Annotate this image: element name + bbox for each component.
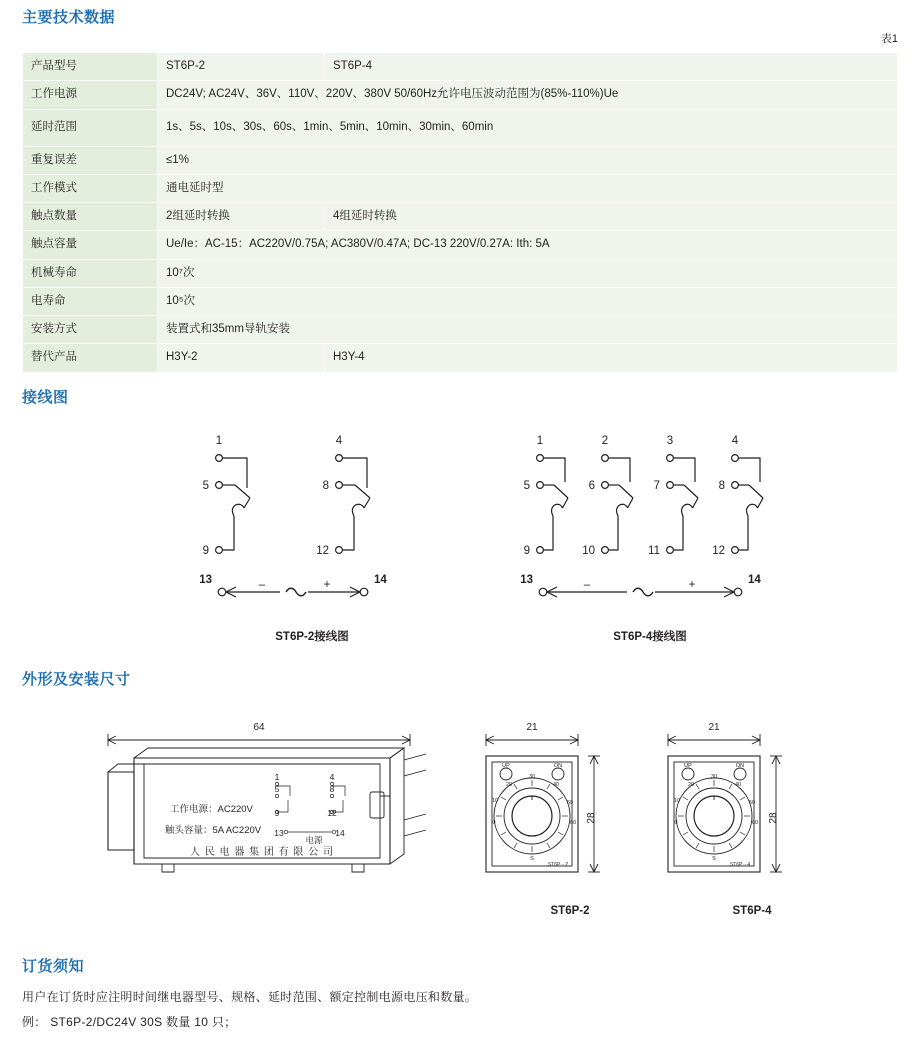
inner-terminal-label: 4 [329,772,335,782]
inner-terminal-label: 13 [274,828,284,838]
wiring-svg [22,420,898,655]
scale-number: 20 [687,782,695,788]
row-label: 重复误差 [23,146,158,174]
label-company: 人 民 电 器 集 团 有 限 公 司 [189,847,335,858]
polarity-minus: – [583,579,591,591]
ordering-note-line1: 用户在订货时应注明时间继电器型号、规格、延时范围、额定控制电源电压和数量。 [22,990,478,1004]
inner-terminal-label: 1 [274,772,280,782]
terminal-label: 6 [588,480,595,492]
terminal-label: 5 [202,480,209,492]
scale-number: 0 [492,820,496,826]
scale-number: 40 [552,782,560,788]
row-label: 电寿命 [23,287,158,315]
row-value-1: DC24V; AC24V、36V、110V、220V、380V 50/60Hz允许电压波动范围为(85%-110%)Ue [158,81,898,109]
row-value-1: 通电延时型 [158,174,898,202]
scale-number: 50 [566,800,574,806]
dimension-drawings [22,700,898,930]
terminal-label: 10 [582,545,595,557]
scale-number: 0 [674,820,678,826]
terminal-label: 4 [335,435,343,447]
ordering-section-title: 订货须知 [22,958,85,975]
terminal-label: 1 [215,435,223,447]
scale-unit: S [712,856,716,862]
scale-number: 10 [673,798,681,804]
polarity-plus: + [688,579,696,591]
label-on: ON [553,763,563,769]
terminal-label: 3 [666,435,674,447]
inner-terminal-label: 12 [327,808,337,818]
terminal-label: 14 [748,574,761,586]
row-value-2: ST6P-4 [325,53,898,81]
table-row [23,203,898,231]
table-row [23,53,898,81]
scale-number: 60 [751,820,759,826]
row-value-1: 装置式和35mm导轨安装 [158,316,898,344]
row-label: 产品型号 [23,53,158,81]
table-row [23,146,898,174]
terminal-label: 9 [202,545,209,557]
label-up: UP [684,763,692,769]
label-supply: 工作电源：AC220V [170,804,253,815]
label-up: UP [502,763,510,769]
terminal-label: 1 [536,435,544,447]
polarity-minus: – [258,579,266,591]
inner-terminal-label: 14 [335,828,345,838]
row-value-1: ST6P-2 [158,53,325,81]
row-value-2: H3Y-4 [325,344,898,372]
row-value-1: 2组延时转换 [158,203,325,231]
table-row [23,174,898,202]
terminal-label: 8 [322,480,329,492]
row-value-1: ≤1% [158,146,898,174]
terminal-label: 11 [648,545,660,557]
row-label: 机械寿命 [23,259,158,287]
terminal-label: 8 [718,480,725,492]
inner-terminal-label: 9 [274,808,280,818]
table-row [23,81,898,109]
scale-number: 10 [491,798,499,804]
row-label: 触点容量 [23,231,158,259]
ordering-note-line2: 例： ST6P-2/DC24V 30S 数量 10 只； [22,1015,237,1029]
dimension-value-width: 64 [253,722,265,733]
inner-terminal-label: 5 [274,784,280,794]
row-label: 工作模式 [23,174,158,202]
label-contact: 触头容量：5A AC220V [165,825,262,836]
row-value-1: 10⁷次 [158,259,898,287]
terminal-label: 13 [520,574,533,586]
scale-number: 40 [734,782,742,788]
wiring-caption-st6p2: ST6P-2接线图 [275,631,349,643]
dimensions-section-title: 外形及安装尺寸 [22,671,131,688]
row-value-1: 1s、5s、10s、30s、60s、1min、5min、10min、30min、60min [158,109,898,146]
table-label: 表1 [880,33,898,45]
terminal-label: 14 [374,574,387,586]
scale-number: 60 [569,820,577,826]
table-row [23,344,898,372]
row-label: 安装方式 [23,316,158,344]
scale-number: 30 [710,774,718,780]
terminal-label: 2 [601,435,609,447]
scale-number: 30 [528,774,536,780]
terminal-label: 12 [712,545,725,557]
dimension-value-height: 28 [768,812,779,824]
row-label: 工作电源 [23,81,158,109]
wiring-diagrams [22,420,898,655]
spec-table [22,52,898,373]
scale-unit: S [530,856,534,862]
terminal-label: 9 [523,545,530,557]
label-on: ON [735,763,745,769]
table-row [23,316,898,344]
row-label: 触点数量 [23,203,158,231]
terminal-label: 13 [199,574,212,586]
label-power: 电源 [305,835,323,845]
table-row [23,259,898,287]
row-value-1: H3Y-2 [158,344,325,372]
row-value-1: Ue/Ie：AC-15：AC220V/0.75A; AC380V/0.47A; DC-13 220V/0.27A: Ith: 5A [158,231,898,259]
table-row [23,231,898,259]
terminal-label: 5 [523,480,530,492]
terminal-label: 4 [731,435,739,447]
wiring-section-title: 接线图 [22,389,69,406]
dimension-caption-st6p4: ST6P-4 [732,905,772,917]
inner-terminal-label: 8 [329,784,335,794]
table-row [23,287,898,315]
row-value-1: 10⁵次 [158,287,898,315]
scale-number: 20 [505,782,513,788]
table-row [23,109,898,146]
terminal-label: 12 [316,545,329,557]
dimension-svg [22,700,898,930]
row-label: 替代产品 [23,344,158,372]
polarity-plus: + [323,579,331,591]
page-title: 主要技术数据 [22,9,116,26]
scale-number: 50 [748,800,756,806]
dimension-value-width: 21 [526,722,538,733]
model-label: ST6P－4 [729,862,751,868]
terminal-label: 7 [653,480,660,492]
dimension-value-height: 28 [586,812,597,824]
wiring-caption-st6p4: ST6P-4接线图 [613,631,687,643]
dimension-value-width: 21 [708,722,720,733]
model-label: ST6P－2 [547,862,569,868]
dimension-caption-st6p2: ST6P-2 [550,905,590,917]
row-label: 延时范围 [23,109,158,146]
row-value-2: 4组延时转换 [325,203,898,231]
